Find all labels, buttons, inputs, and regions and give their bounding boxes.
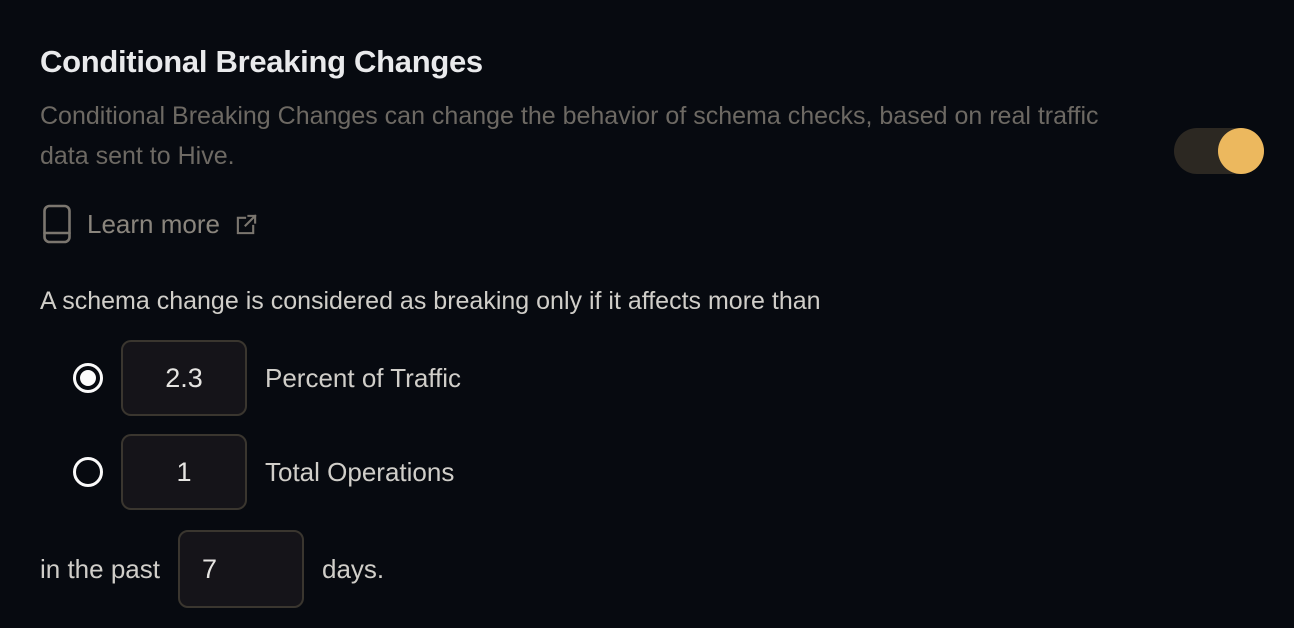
total-operations-option-row [73, 434, 454, 510]
book-icon [42, 204, 72, 244]
percent-input[interactable] [121, 340, 247, 416]
toggle-knob-icon [1218, 128, 1264, 174]
percent-label: Percent of Traffic [265, 362, 462, 393]
external-link-icon [235, 213, 258, 236]
period-row [40, 530, 384, 608]
total-operations-input[interactable] [121, 434, 247, 510]
enable-toggle[interactable] [1174, 128, 1264, 174]
percent-option-row [73, 340, 461, 416]
percent-radio[interactable] [73, 363, 103, 393]
total-operations-label: Total Operations [265, 456, 455, 487]
period-prefix: in the past [40, 553, 160, 584]
total-operations-radio[interactable] [73, 457, 103, 487]
learn-more-label: Learn more [87, 208, 220, 239]
period-days-input[interactable] [178, 530, 304, 608]
learn-more-link[interactable] [42, 204, 258, 244]
section-description: Conditional Breaking Changes can change the behavior of schema checks, based on real traffic data sent to Hive. [40, 102, 1099, 170]
condition-intro-text: A schema change is considered as breaking only if it affects more than [40, 287, 821, 315]
section-title: Conditional Breaking Changes [40, 44, 483, 79]
period-suffix: days. [321, 553, 385, 584]
